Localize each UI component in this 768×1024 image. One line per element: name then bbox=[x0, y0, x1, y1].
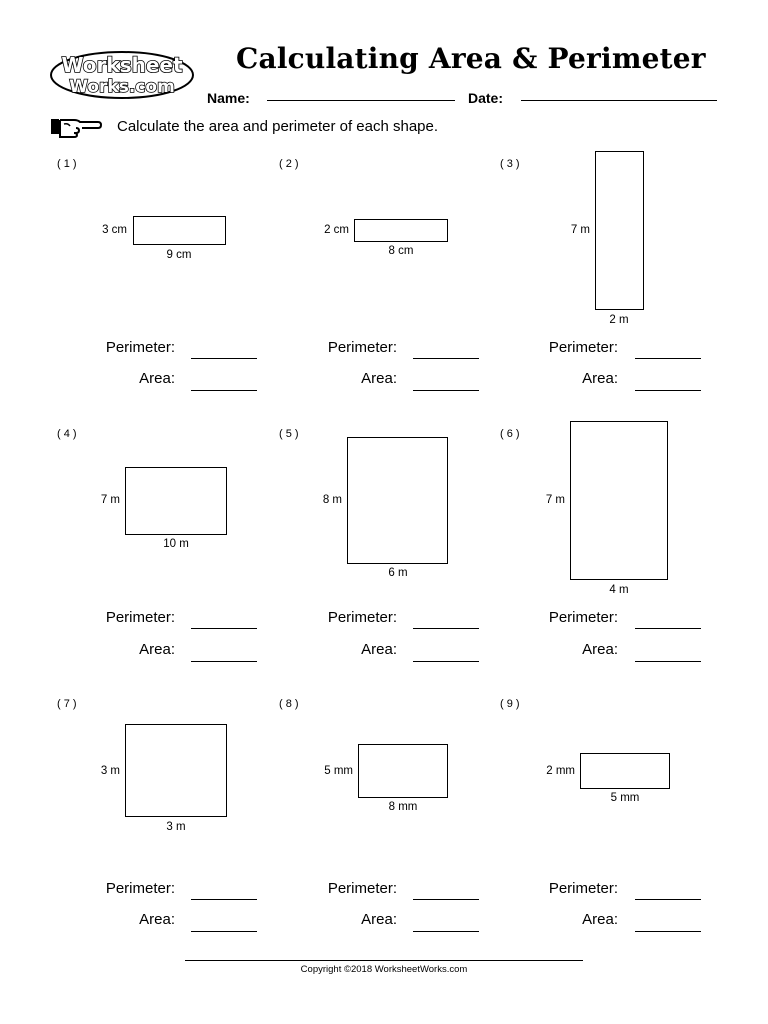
rectangle-shape bbox=[133, 216, 226, 245]
width-label: 3 m bbox=[166, 821, 186, 833]
perimeter-label: Perimeter: bbox=[548, 880, 618, 897]
perimeter-answer-field[interactable] bbox=[635, 899, 701, 900]
name-field[interactable] bbox=[267, 100, 455, 101]
width-label: 6 m bbox=[388, 567, 408, 579]
area-answer-field[interactable] bbox=[191, 661, 257, 662]
area-label: Area: bbox=[139, 641, 175, 658]
width-label: 2 m bbox=[609, 314, 629, 326]
height-label: 3 m bbox=[100, 765, 120, 777]
area-label: Area: bbox=[139, 370, 175, 387]
perimeter-label: Perimeter: bbox=[105, 609, 175, 626]
rectangle-shape bbox=[595, 151, 644, 310]
name-label: Name: bbox=[207, 90, 250, 106]
rectangle-shape bbox=[358, 744, 448, 798]
rectangle-shape bbox=[125, 467, 227, 535]
area-answer-field[interactable] bbox=[191, 390, 257, 391]
date-field[interactable] bbox=[521, 100, 717, 101]
width-label: 5 mm bbox=[610, 792, 640, 804]
perimeter-answer-field[interactable] bbox=[191, 899, 257, 900]
width-label: 10 m bbox=[163, 538, 189, 550]
page-title: Calculating Area & Perimeter bbox=[236, 42, 706, 75]
area-label: Area: bbox=[582, 911, 618, 928]
perimeter-label: Perimeter: bbox=[548, 339, 618, 356]
area-answer-field[interactable] bbox=[413, 661, 479, 662]
area-answer-field[interactable] bbox=[413, 390, 479, 391]
area-label: Area: bbox=[361, 370, 397, 387]
rectangle-shape bbox=[347, 437, 448, 564]
perimeter-label: Perimeter: bbox=[548, 609, 618, 626]
perimeter-answer-field[interactable] bbox=[413, 358, 479, 359]
rectangle-shape bbox=[580, 753, 670, 789]
rectangle-shape bbox=[125, 724, 227, 817]
problem-number: ( 3 ) bbox=[500, 158, 520, 170]
perimeter-answer-field[interactable] bbox=[191, 628, 257, 629]
area-answer-field[interactable] bbox=[191, 931, 257, 932]
width-label: 8 cm bbox=[388, 245, 414, 257]
area-label: Area: bbox=[361, 911, 397, 928]
perimeter-label: Perimeter: bbox=[105, 339, 175, 356]
problem-number: ( 1 ) bbox=[57, 158, 77, 170]
area-label: Area: bbox=[139, 911, 175, 928]
perimeter-label: Perimeter: bbox=[327, 880, 397, 897]
perimeter-answer-field[interactable] bbox=[413, 628, 479, 629]
area-label: Area: bbox=[582, 370, 618, 387]
area-answer-field[interactable] bbox=[635, 390, 701, 391]
rectangle-shape bbox=[354, 219, 448, 242]
height-label: 2 mm bbox=[546, 765, 575, 777]
problem-number: ( 7 ) bbox=[57, 698, 77, 710]
perimeter-answer-field[interactable] bbox=[635, 358, 701, 359]
problem-number: ( 6 ) bbox=[500, 428, 520, 440]
problem-number: ( 8 ) bbox=[279, 698, 299, 710]
perimeter-answer-field[interactable] bbox=[413, 899, 479, 900]
width-label: 4 m bbox=[609, 584, 629, 596]
area-answer-field[interactable] bbox=[635, 931, 701, 932]
height-label: 8 m bbox=[322, 494, 342, 506]
perimeter-answer-field[interactable] bbox=[635, 628, 701, 629]
height-label: 7 m bbox=[570, 224, 590, 236]
height-label: 5 mm bbox=[324, 765, 353, 777]
width-label: 9 cm bbox=[166, 249, 192, 261]
problem-number: ( 9 ) bbox=[500, 698, 520, 710]
instructions: Calculate the area and perimeter of each shape. bbox=[117, 118, 439, 135]
area-label: Area: bbox=[582, 641, 618, 658]
rectangle-shape bbox=[570, 421, 668, 580]
height-label: 3 cm bbox=[102, 224, 127, 236]
problem-number: ( 2 ) bbox=[279, 158, 299, 170]
area-answer-field[interactable] bbox=[635, 661, 701, 662]
copyright-notice: Copyright ©2018 WorksheetWorks.com bbox=[300, 964, 468, 975]
pointing-hand-icon bbox=[50, 114, 102, 138]
area-label: Area: bbox=[361, 641, 397, 658]
perimeter-answer-field[interactable] bbox=[191, 358, 257, 359]
area-answer-field[interactable] bbox=[413, 931, 479, 932]
svg-text:Worksheet: Worksheet bbox=[61, 53, 183, 77]
perimeter-label: Perimeter: bbox=[327, 339, 397, 356]
perimeter-label: Perimeter: bbox=[105, 880, 175, 897]
worksheetworks-logo bbox=[50, 50, 195, 100]
svg-text:Works.com: Works.com bbox=[69, 77, 175, 97]
footer-divider bbox=[185, 960, 583, 961]
perimeter-label: Perimeter: bbox=[327, 609, 397, 626]
width-label: 8 mm bbox=[388, 801, 418, 813]
problem-number: ( 5 ) bbox=[279, 428, 299, 440]
height-label: 2 cm bbox=[324, 224, 349, 236]
problem-number: ( 4 ) bbox=[57, 428, 77, 440]
height-label: 7 m bbox=[545, 494, 565, 506]
date-label: Date: bbox=[468, 90, 504, 106]
height-label: 7 m bbox=[100, 494, 120, 506]
